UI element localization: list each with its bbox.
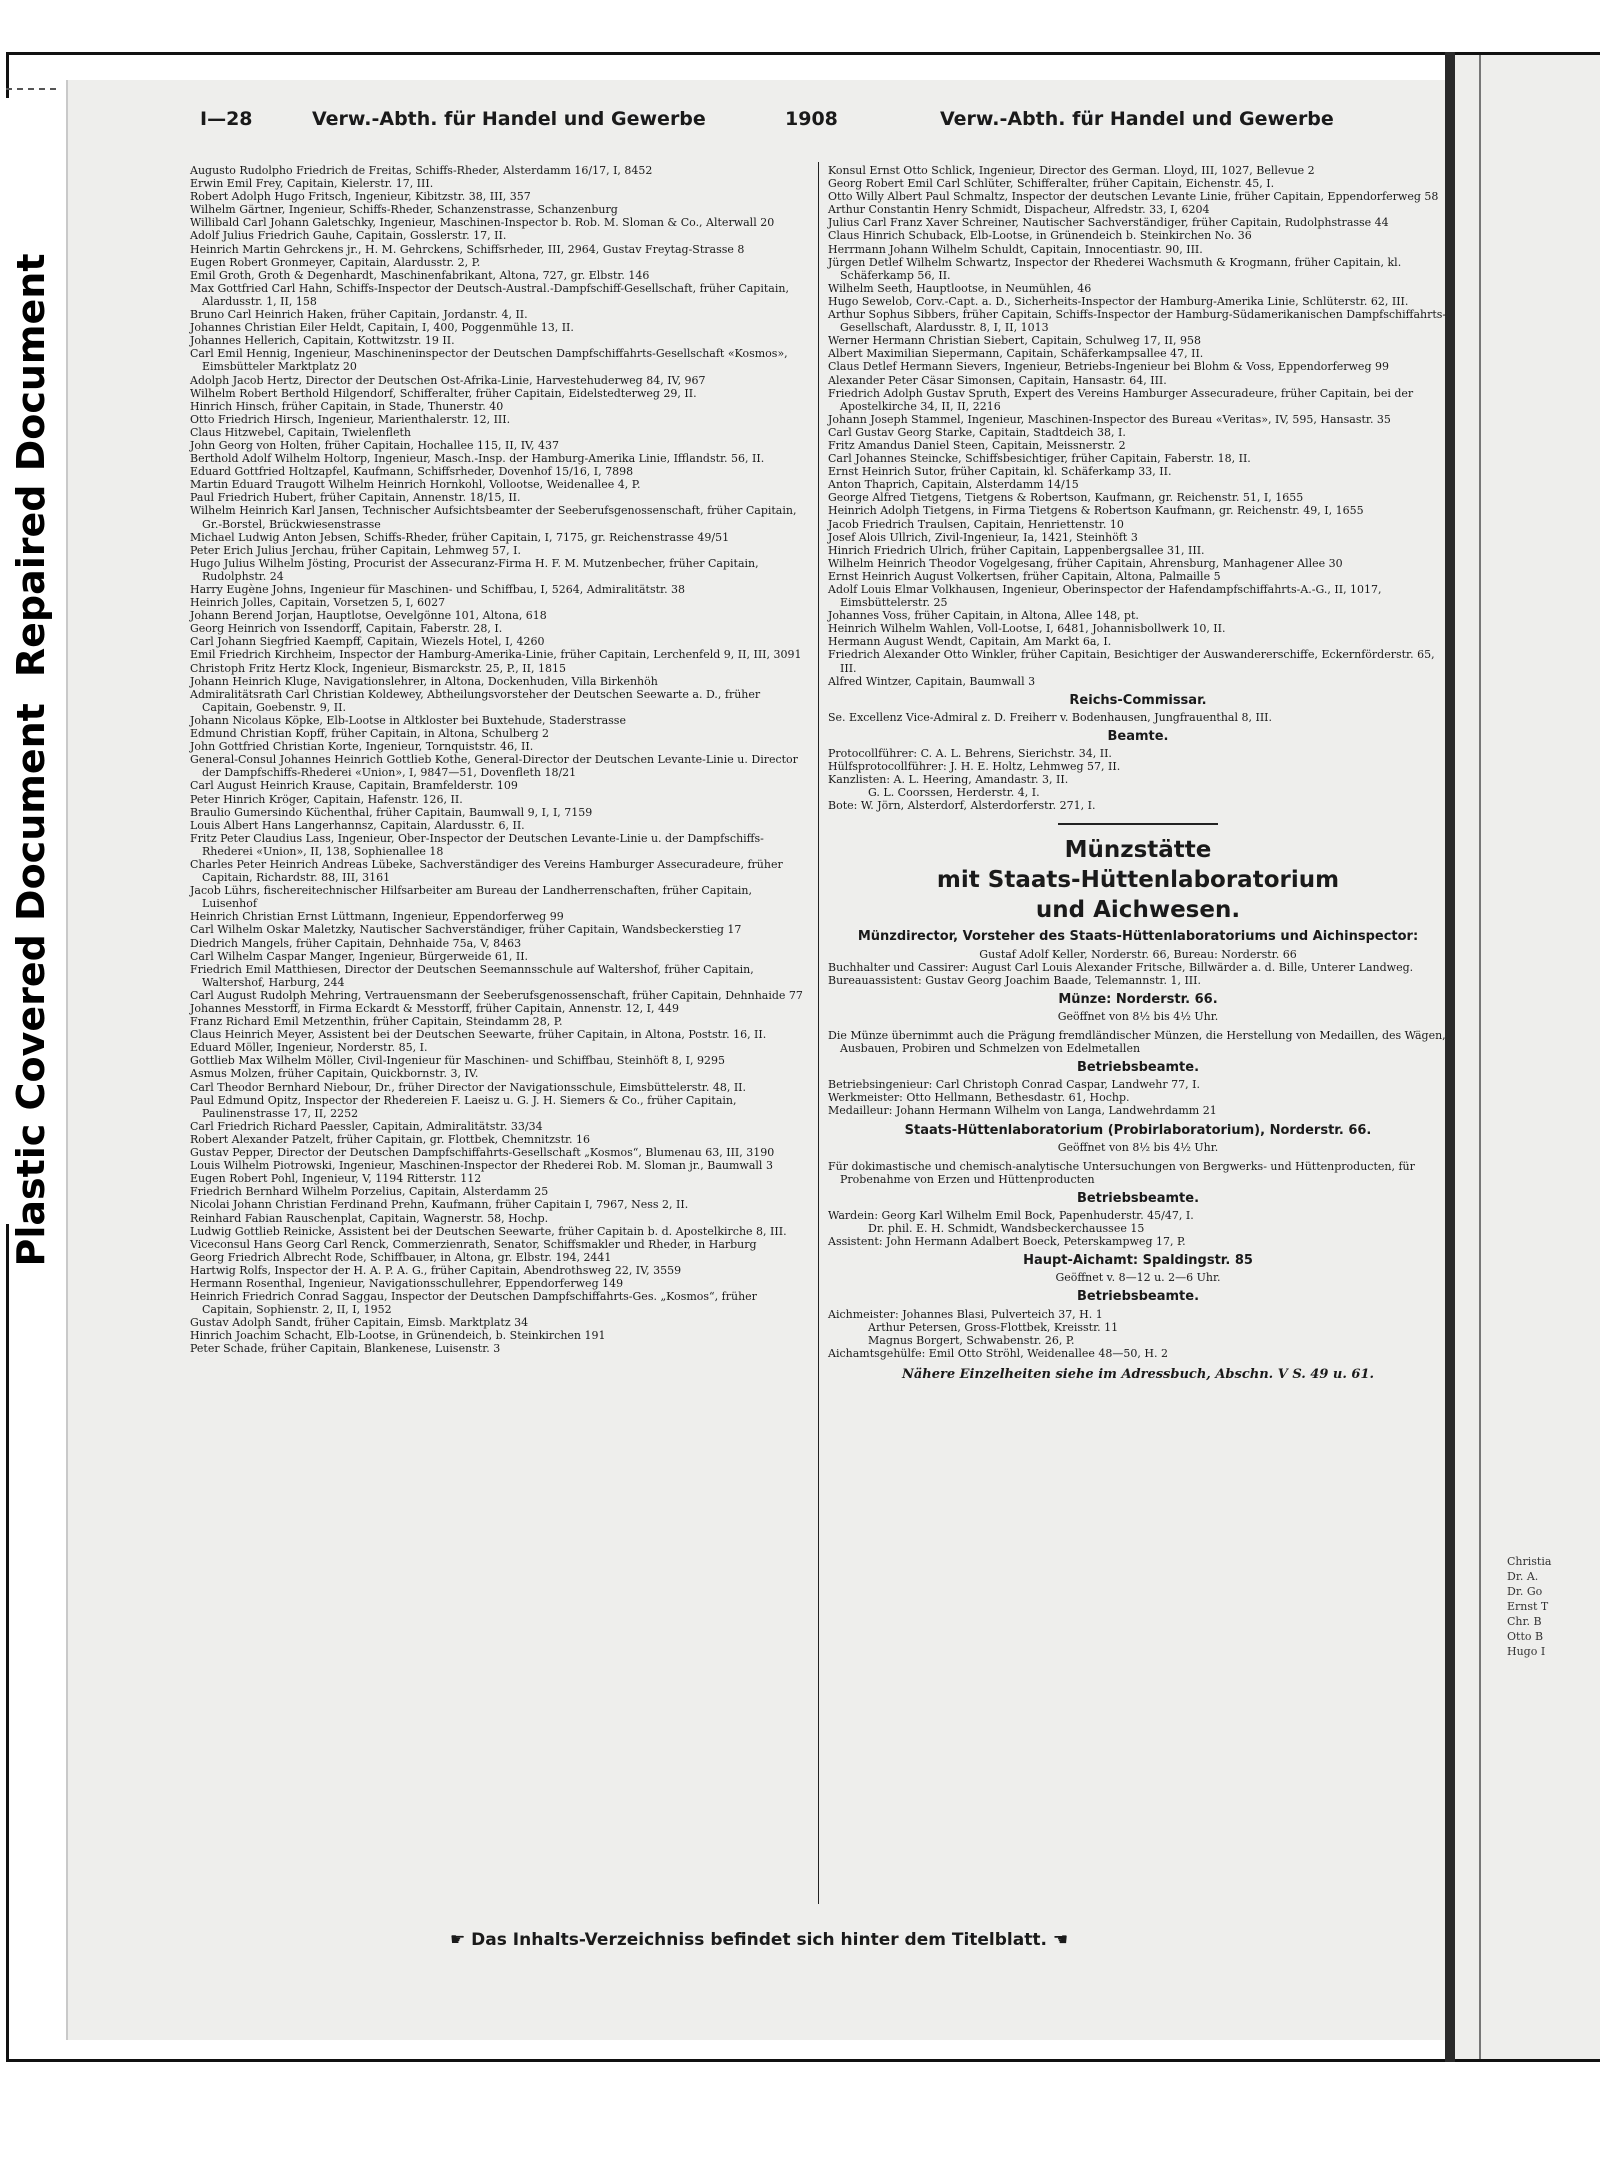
directory-entry: Heinrich Friedrich Conrad Saggau, Inspector der Deutschen Dampfschiffahrts-Ges. „Kosmos“, früher Capitain, Sophienstr. 2, II, I, 1952 (190, 1290, 757, 1317)
directory-entry: Konsul Ernst Otto Schlick, Ingenieur, Director des German. Lloyd, III, 1027, Bellevue 2 (828, 164, 1315, 177)
directory-entry: Heinrich Martin Gehrckens jr., H. M. Gehrckens, Schiffsrheder, III, 2964, Gustav Freytag-Strasse 8 (190, 242, 745, 256)
betrieb2-title: Betriebsbeamte. (1076, 1190, 1200, 1206)
next-page-line: Otto B (1507, 1630, 1544, 1643)
directory-entry: Hinrich Joachim Schacht, Elb-Lootse, in Grünendeich, b. Steinkirchen 191 (190, 1329, 606, 1343)
directory-entry: General-Consul Johannes Heinrich Gottlieb Kothe, General-Director der Deutschen Levante-Linie u. Director der Dampfschiffs-Rhederei «Union», I, 9847—51, Dovenfleth 18/21 (190, 753, 798, 780)
directory-entry: Carl Johannes Steincke, Schiffsbesichtiger, früher Capitain, Faberstr. 18, II. (828, 452, 1251, 466)
directory-entry: John Georg von Holten, früher Capitain, Hochallee 115, II, IV, 437 (190, 438, 560, 452)
directory-entry: Carl Wilhelm Oskar Maletzky, Nautischer Sachverständiger, früher Capitain, Wandsbeckerstieg 17 (190, 923, 742, 937)
directory-entry: Carl Friedrich Richard Paessler, Capitain, Admiralitätstr. 33/34 (190, 1119, 543, 1133)
directory-entry: Michael Ludwig Anton Jebsen, Schiffs-Rheder, früher Capitain, I, 7175, gr. Reichenstrasse 49/51 (190, 530, 730, 544)
muenze-head: Münze: Norderstr. 66. (1058, 991, 1218, 1007)
directory-entry: Wilhelm Robert Berthold Hilgendorf, Schifferalter, früher Capitain, Eidelstedterweg 29, II. (190, 386, 697, 400)
betrieb1-line: Werkmeister: Otto Hellmann, Bethesdastr. 61, Hochp. (828, 1091, 1130, 1105)
footer-text: Das Inhalts-Verzeichniss befindet sich hinter dem Titelblatt. (471, 1930, 1047, 1950)
directory-entry: Carl Theodor Bernhard Niebour, Dr., früher Director der Navigationsschule, Eimsbüttelerstr. 48, II. (190, 1080, 747, 1094)
directory-entry: Max Gottfried Carl Hahn, Schiffs-Inspector der Deutsch-Austral.-Dampfschiff-Gesellschaft, früher Capitain, Alardusstr. 1, II, 158 (190, 281, 789, 308)
directory-entry: Carl Gustav Georg Starke, Capitain, Stadtdeich 38, I. (828, 425, 1126, 439)
directory-entry: Friedrich Emil Matthiesen, Director der Deutschen Seemannsschule auf Waltershof, früher Capitain, Waltershof, Harburg, 244 (190, 962, 754, 989)
beamte-line: Kanzlisten: A. L. Heering, Amandastr. 3, II. (828, 773, 1069, 787)
muenz-title-1: Münzstätte (1064, 836, 1212, 863)
directory-entry: Adolf Louis Elmar Volkhausen, Ingenieur, Oberinspector der Hafendampfschiffahrts-A.-G., II, 1017, Eimsbüttelerstr. 25 (828, 583, 1382, 610)
directory-entry: Admiralitätsrath Carl Christian Koldewey, Abtheilungsvorsteher der Deutschen Seewarte a. D., früher Capitain, Goebenstr. 9, II. (190, 687, 761, 714)
pointing-hand-icon: ☛ (450, 1930, 466, 1950)
directory-entry: Johannes Voss, früher Capitain, in Altona, Allee 148, pt. (828, 609, 1139, 623)
betrieb2-line: Wardein: Georg Karl Wilhelm Emil Bock, Papenhuderstr. 45/47, I. (828, 1209, 1194, 1222)
directory-entry: Peter Hinrich Kröger, Capitain, Hafenstr. 126, II. (190, 792, 463, 806)
directory-entry: Carl Emil Hennig, Ingenieur, Maschineninspector der Deutschen Dampfschiffahrts-Gesellschaft «Kosmos», Eimsbütteler Marktplatz 20 (190, 347, 788, 374)
beamte-line: Bote: W. Jörn, Alsterdorf, Alsterdorferstr. 271, I. (828, 799, 1096, 813)
directory-entry: Heinrich Adolph Tietgens, in Firma Tietgens & Robertson Kaufmann, gr. Reichenstr. 49, I, 1655 (828, 504, 1364, 518)
directory-entry: Emil Friedrich Kirchheim, Inspector der Hamburg-Amerika-Linie, früher Capitain, Lerchenfeld 9, II, III, 3091 (190, 648, 802, 662)
directory-entry: Adolph Jacob Hertz, Director der Deutschen Ost-Afrika-Linie, Harvestehuderweg 84, IV, 967 (190, 373, 706, 387)
directory-entry: Robert Adolph Hugo Fritsch, Ingenieur, Kibitzstr. 38, III, 357 (190, 190, 531, 204)
directory-entry: Braulio Gumersindo Küchenthal, früher Capitain, Baumwall 9, I, I, 7159 (190, 805, 593, 819)
aich-hours: Geöffnet v. 8—12 u. 2—6 Uhr. (1055, 1271, 1221, 1285)
directory-entry: John Gottfried Christian Korte, Ingenieur, Tornquiststr. 46, II. (190, 740, 534, 754)
directory-entry: Hermann August Wendt, Capitain, Am Markt 6a, I. (828, 635, 1112, 649)
next-page-line: Dr. A. (1507, 1570, 1539, 1583)
directory-entry: Carl Johann Siegfried Kaempff, Capitain, Wiezels Hotel, I, 4260 (190, 635, 545, 649)
page-ref: I—28 (200, 108, 253, 130)
directory-entry: Christoph Fritz Hertz Klock, Ingenieur, Bismarckstr. 25, P., II, 1815 (190, 661, 566, 675)
side-label (0, 98, 62, 1267)
betrieb3-line: Aichmeister: Johannes Blasi, Pulverteich 37, H. 1 (828, 1307, 1103, 1321)
directory-entry: Wilhelm Heinrich Karl Jansen, Technischer Aufsichtsbeamter der Seeberufsgenossenschaft, früher Capitain, Gr.-Borstel, Brückwiesenstrasse (190, 504, 797, 531)
directory-entry: Paul Edmund Opitz, Inspector der Rhedereien F. Laeisz u. G. J. H. Siemers & Co., früher Capitain, Paulinenstrasse 17, II, 2252 (190, 1093, 737, 1120)
directory-entry: Fritz Peter Claudius Lass, Ingenieur, Ober-Inspector der Deutschen Levante-Linie u. der Dampfschiffs-Rhederei «Union», II, 138, Sophienallee 18 (190, 831, 764, 858)
directory-entry: Claus Hinrich Schuback, Elb-Lootse, in Grünendeich b. Steinkirchen No. 36 (828, 229, 1252, 243)
betrieb1-title: Betriebsbeamte. (1076, 1060, 1200, 1076)
directory-entry: Asmus Molzen, früher Capitain, Quickbornstr. 3, IV. (190, 1067, 479, 1081)
directory-entry: Johann Berend Jorjan, Hauptlotse, Oevelgönne 101, Altona, 618 (190, 609, 547, 623)
directory-entry: Wilhelm Heinrich Theodor Vogelgesang, früher Capitain, Ahrensburg, Manhagener Allee 30 (828, 556, 1343, 570)
directory-entry: Alfred Wintzer, Capitain, Baumwall 3 (828, 674, 1036, 688)
muenz-director-title: Münzdirector, Vorsteher des Staats-Hüttenlaboratoriums und Aichinspector: (857, 928, 1419, 944)
directory-entry: Ludwig Gottlieb Reinicke, Assistent bei der Deutschen Seewarte, früher Capitain b. d. Apostelkirche 8, III. (190, 1224, 787, 1238)
directory-entry: Hermann Rosenthal, Ingenieur, Navigationsschullehrer, Eppendorferweg 149 (190, 1276, 624, 1290)
directory-entry: Johann Joseph Stammel, Ingenieur, Maschinen-Inspector des Bureau «Veritas», IV, 595, Hansastr. 35 (828, 412, 1391, 426)
running-header (200, 108, 1334, 140)
directory-entry: Viceconsul Hans Georg Carl Renck, Commerzienrath, Senator, Schiffsmakler und Rheder, in Harburg (190, 1237, 757, 1251)
next-page-line: Hugo I (1507, 1645, 1546, 1658)
side-label-line1: Plastic Covered Document (9, 703, 53, 1267)
directory-entry: Gustav Pepper, Director der Deutschen Dampfschiffahrts-Gesellschaft „Kosmos“, Blumenau 63, III, 3190 (190, 1146, 775, 1160)
muenz-bureauassistent: Bureauassistent: Gustav Georg Joachim Baade, Telemannstr. 1, III. (828, 973, 1201, 987)
next-page-line: Christia (1507, 1555, 1552, 1568)
directory-entry: Anton Thaprich, Capitain, Alsterdamm 14/15 (828, 478, 1079, 492)
column-divider (818, 162, 819, 1904)
directory-entry: Friedrich Adolph Gustav Spruth, Expert des Vereins Hamburger Assecuradeure, früher Capitain, bei der Apostelkirche 34, II, II, 2216 (828, 386, 1414, 413)
huetten-head: Staats-Hüttenlaboratorium (Probirlaboratorium), Norderstr. 66. (904, 1122, 1372, 1138)
next-page-fragment (1455, 55, 1600, 2059)
directory-entry: Georg Heinrich von Issendorff, Capitain, Faberstr. 28, I. (190, 622, 503, 636)
directory-entry: Johannes Hellerich, Capitain, Kottwitzstr. 19 II. (190, 334, 455, 348)
directory-entry: Claus Detlef Hermann Sievers, Ingenieur, Betriebs-Ingenieur bei Blohm & Voss, Eppendorferweg 99 (828, 360, 1389, 374)
muenz-director: Gustaf Adolf Keller, Norderstr. 66, Bureau: Norderstr. 66 (979, 947, 1297, 961)
directory-entry: Hinrich Hinsch, früher Capitain, in Stade, Thunerstr. 40 (190, 399, 504, 413)
directory-entry: Diedrich Mangels, früher Capitain, Dehnhaide 75a, V, 8463 (190, 936, 522, 950)
directory-entry: Hartwig Rolfs, Inspector der H. A. P. A. G., früher Capitain, Abendrothsweg 22, IV, 3559 (190, 1263, 682, 1277)
dashed-edge (6, 88, 56, 90)
muenz-title-2: mit Staats-Hüttenlaboratorium (936, 866, 1340, 893)
directory-entry: Heinrich Christian Ernst Lüttmann, Ingenieur, Eppendorferweg 99 (190, 910, 564, 924)
directory-entry: Eduard Gottfried Holtzapfel, Kaufmann, Schiffsrheder, Dovenhof 15/16, I, 7898 (190, 465, 634, 479)
directory-entry: Johann Heinrich Kluge, Navigationslehrer, in Altona, Dockenhuden, Villa Birkenhöh (190, 674, 658, 688)
directory-entry: Ernst Heinrich August Volkertsen, früher Capitain, Altona, Palmaille 5 (828, 569, 1221, 583)
directory-entry: Johannes Messtorff, in Firma Eckardt & Messtorff, früher Capitain, Annenstr. 12, I, 449 (190, 1002, 679, 1015)
header-right-title: Verw.-Abth. für Handel und Gewerbe (940, 108, 1334, 130)
directory-entry: Wilhelm Seeth, Hauptlootse, in Neumühlen, 46 (828, 281, 1092, 295)
right-entries (828, 164, 1448, 688)
directory-entry: Ernst Heinrich Sutor, früher Capitain, kl. Schäferkamp 33, II. (828, 465, 1172, 479)
directory-entry: Robert Alexander Patzelt, früher Capitain, gr. Flottbek, Chemnitzstr. 16 (190, 1132, 591, 1146)
directory-entry: Louis Albert Hans Langerhannsz, Capitain, Alardusstr. 6, II. (190, 818, 525, 832)
directory-entry: Franz Richard Emil Metzenthin, früher Capitain, Steindamm 28, P. (190, 1015, 563, 1029)
directory-entry: Eduard Möller, Ingenieur, Norderstr. 85, I. (190, 1041, 428, 1055)
left-column (190, 164, 808, 1356)
directory-entry: George Alfred Tietgens, Tietgens & Robertson, Kaufmann, gr. Reichenstr. 51, I, 1655 (828, 491, 1304, 505)
directory-entry: Heinrich Jolles, Capitain, Vorsetzen 5, I, 6027 (190, 596, 446, 610)
directory-entry: Alexander Peter Cäsar Simonsen, Capitain, Hansastr. 64, III. (828, 373, 1167, 387)
muenz-buchhalter: Buchhalter und Cassirer: August Carl Louis Alexander Fritsche, Billwärder a. d. Bille, Unterer Landweg. (828, 960, 1414, 974)
muenz-note: Nähere Einzelheiten siehe im Adressbuch, Abschn. V S. 49 u. 61. (901, 1366, 1375, 1382)
directory-entry: Otto Friedrich Hirsch, Ingenieur, Marienthalerstr. 12, III. (190, 412, 511, 426)
directory-entry: Otto Willy Albert Paul Schmaltz, Inspector der deutschen Levante Linie, früher Capitain, Eppendorferweg 58 (828, 190, 1439, 204)
beamte-line: Hülfsprotocollführer: J. H. E. Holtz, Lehmweg 57, II. (828, 760, 1121, 774)
muenz-title-3: und Aichwesen. (1035, 896, 1241, 923)
directory-entry: Martin Eduard Traugott Wilhelm Heinrich Hornkohl, Vollootse, Weidenallee 4, P. (190, 478, 641, 492)
directory-entry: Emil Groth, Groth & Degenhardt, Maschinenfabrikant, Altona, 727, gr. Elbstr. 146 (190, 268, 650, 282)
directory-entry: Paul Friedrich Hubert, früher Capitain, Annenstr. 18/15, II. (190, 491, 521, 505)
betrieb2-line: Assistent: John Hermann Adalbert Boeck, Peterskampweg 17, P. (828, 1235, 1186, 1249)
directory-entry: Reinhard Fabian Rauschenplat, Capitain, Wagnerstr. 58, Hochp. (190, 1211, 549, 1225)
side-label-line2: Repaired Document (9, 253, 53, 678)
directory-entry: Peter Schade, früher Capitain, Blankenese, Luisenstr. 3 (190, 1342, 501, 1356)
directory-entry: Claus Hitzwebel, Capitain, Twielenfleth (190, 425, 411, 439)
directory-entry: Hugo Julius Wilhelm Jösting, Procurist der Assecuranz-Firma H. F. M. Mutzenbecher, früher Capitain, Rudolphstr. 24 (190, 556, 759, 583)
directory-entry: Hugo Sewelob, Corv.-Capt. a. D., Sicherheits-Inspector der Hamburg-Amerika Linie, Schlüterstr. 62, III. (828, 294, 1409, 308)
muenze-text: Die Münze übernimmt auch die Prägung fremdländischer Münzen, die Herstellung von Medaillen, des Wägen, Ausbauen, Probiren und Schmelzen von Edelmetallen (828, 1028, 1446, 1056)
directory-entry: Jürgen Detlef Wilhelm Schwartz, Inspector der Rhederei Wachsmuth & Krogmann, früher Capitain, kl. Schäferkamp 56, II. (828, 255, 1402, 282)
section-rule (1058, 823, 1218, 825)
directory-entry: Hinrich Friedrich Ulrich, früher Capitain, Lappenbergsallee 31, III. (828, 543, 1205, 557)
directory-entry: Werner Hermann Christian Siebert, Capitain, Schulweg 17, II, 958 (828, 334, 1201, 348)
directory-entry: Wilhelm Gärtner, Ingenieur, Schiffs-Rheder, Schanzenstrasse, Schanzenburg (190, 203, 618, 217)
betrieb1-line: Medailleur: Johann Hermann Wilhelm von Langa, Landwehrdamm 21 (828, 1104, 1217, 1118)
betrieb1-line: Betriebsingenieur: Carl Christoph Conrad Caspar, Landwehr 77, I. (828, 1078, 1200, 1092)
header-year: 1908 (785, 108, 838, 130)
next-page-line: Dr. Go (1507, 1585, 1543, 1598)
betrieb3-line: Aichamtsgehülfe: Emil Otto Ströhl, Weidenallee 48—50, H. 2 (828, 1346, 1168, 1360)
directory-entry: Claus Heinrich Meyer, Assistent bei der Deutschen Seewarte, früher Capitain, in Altona, Poststr. 16, II. (190, 1028, 767, 1042)
directory-entry: Carl August Heinrich Krause, Capitain, Bramfelderstr. 109 (190, 779, 518, 793)
directory-entry: Berthold Adolf Wilhelm Holtorp, Ingenieur, Masch.-Insp. der Hamburg-Amerika Linie, Ifflandstr. 56, II. (190, 452, 765, 466)
directory-entry: Charles Peter Heinrich Andreas Lübeke, Sachverständiger des Vereins Hamburger Assecuradeure, früher Capitain, Richardstr. 88, III, 3161 (190, 857, 783, 885)
directory-entry: Harry Eugène Johns, Ingenieur für Maschinen- und Schiffbau, I, 5264, Admiralitätstr. 38 (190, 583, 686, 596)
pointing-hand-icon: ☚ (1052, 1930, 1069, 1950)
directory-entry: Julius Carl Franz Xaver Schreiner, Nautischer Sachverständiger, früher Capitain, Rudolphstrasse 44 (828, 216, 1389, 230)
directory-entry: Gustav Adolph Sandt, früher Capitain, Eimsb. Marktplatz 34 (190, 1316, 529, 1330)
directory-entry: Friedrich Alexander Otto Winkler, früher Capitain, Besichtiger der Auswandererschiffe, Eckernförderstr. 65, III. (828, 648, 1435, 675)
beamte-line: Protocollführer: C. A. L. Behrens, Sierichstr. 34, II. (828, 747, 1112, 761)
directory-entry: Willibald Carl Johann Galetschky, Ingenieur, Maschinen-Inspector b. Rob. M. Sloman & Co., Alterwall 20 (190, 216, 775, 230)
directory-entry: Heinrich Wilhelm Wahlen, Voll-Lootse, I, 6481, Johannisbollwerk 10, II. (828, 622, 1226, 636)
directory-entry: Louis Wilhelm Piotrowski, Ingenieur, Maschinen-Inspector der Rhederei Rob. M. Sloman jr., Baumwall 3 (190, 1159, 773, 1173)
footer-note (450, 1930, 1068, 1950)
directory-entry: Carl August Rudolph Mehring, Vertrauensmann der Seeberufsgenossenschaft, früher Capitain, Dehnhaide 77 (190, 988, 803, 1002)
directory-entry: Josef Alois Ullrich, Zivil-Ingenieur, Ia, 1421, Steinhöft 3 (828, 530, 1138, 544)
directory-entry: Eugen Robert Pohl, Ingenieur, V, 1194 Ritterstr. 112 (190, 1172, 482, 1186)
directory-entry: Georg Robert Emil Carl Schlüter, Schifferalter, früher Capitain, Eichenstr. 45, I. (828, 177, 1275, 191)
header-left-title: Verw.-Abth. für Handel und Gewerbe (312, 108, 706, 130)
beamte-title: Beamte. (1107, 728, 1169, 744)
muenze-hours: Geöffnet von 8½ bis 4½ Uhr. (1057, 1009, 1219, 1023)
directory-entry: Jacob Lührs, fischereitechnischer Hilfsarbeiter am Bureau der Landherrenschaften, früher Capitain, Luisenhof (190, 884, 752, 911)
aich-head: Haupt-Aichamt: Spaldingstr. 85 (1023, 1253, 1253, 1269)
next-page-line: Ernst T (1507, 1600, 1549, 1613)
beamte-line: G. L. Coorssen, Herderstr. 4, I. (868, 786, 1040, 800)
side-label-text (9, 253, 53, 1266)
next-page-line: Chr. B (1507, 1615, 1542, 1628)
directory-entry: Georg Friedrich Albrecht Rode, Schiffbauer, in Altona, gr. Elbstr. 194, 2441 (190, 1250, 612, 1264)
directory-entry: Carl Wilhelm Caspar Manger, Ingenieur, Bürgerweide 61, II. (190, 949, 529, 963)
directory-entry: Jacob Friedrich Traulsen, Capitain, Henriettenstr. 10 (828, 517, 1124, 531)
directory-entry: Friedrich Bernhard Wilhelm Porzelius, Capitain, Alsterdamm 25 (190, 1185, 549, 1199)
right-column (828, 164, 1448, 1394)
reichs-text: Se. Excellenz Vice-Admiral z. D. Freiherr v. Bodenhausen, Jungfrauenthal 8, III. (828, 710, 1273, 724)
directory-entry: Herrmann Johann Wilhelm Schuldt, Capitain, Innocentiastr. 90, III. (828, 242, 1203, 256)
directory-entry: Erwin Emil Frey, Capitain, Kielerstr. 17, III. (190, 177, 434, 191)
huetten-hours: Geöffnet von 8½ bis 4½ Uhr. (1057, 1140, 1219, 1154)
directory-entry: Augusto Rudolpho Friedrich de Freitas, Schiffs-Rheder, Alsterdamm 16/17, I, 8452 (190, 164, 653, 177)
betrieb3-title: Betriebsbeamte. (1076, 1289, 1200, 1305)
directory-entry: Fritz Amandus Daniel Steen, Capitain, Meissnerstr. 2 (828, 438, 1126, 452)
directory-entry: Peter Erich Julius Jerchau, früher Capitain, Lehmweg 57, I. (190, 543, 521, 557)
directory-entry: Adolf Julius Friedrich Gauhe, Capitain, Gosslerstr. 17, II. (190, 229, 507, 243)
reichs-title: Reichs-Commissar. (1069, 692, 1207, 708)
directory-entry: Arthur Sophus Sibbers, früher Capitain, Schiffs-Inspector der Hamburg-Südamerikanischen Dampfschiffahrts-Gesellschaft, Alardusstr. 8, I, II, 1013 (828, 308, 1447, 335)
next-page-margin (1479, 55, 1481, 2059)
directory-entry: Johannes Christian Eiler Heldt, Capitain, I, 400, Poggenmühle 13, II. (190, 321, 574, 335)
directory-entry: Bruno Carl Heinrich Haken, früher Capitain, Jordanstr. 4, II. (190, 308, 528, 322)
directory-entry: Johann Nicolaus Köpke, Elb-Lootse in Altkloster bei Buxtehude, Staderstrasse (190, 713, 626, 727)
directory-entry: Nicolai Johann Christian Ferdinand Prehn, Kaufmann, früher Capitain I, 7967, Ness 2, II. (190, 1198, 689, 1212)
betrieb2-line: Dr. phil. E. H. Schmidt, Wandsbeckerchaussee 15 (868, 1222, 1145, 1236)
huetten-text: Für dokimastische und chemisch-analytische Untersuchungen von Bergwerks- und Hüttenproducten, für Probenahme von Erzen und Hüttenproducten (828, 1159, 1415, 1186)
directory-entry: Arthur Constantin Henry Schmidt, Dispacheur, Alfredstr. 33, I, 6204 (828, 203, 1210, 217)
betrieb3-line: Arthur Petersen, Gross-Flottbek, Kreisstr. 11 (868, 1320, 1119, 1334)
directory-entry: Gottlieb Max Wilhelm Möller, Civil-Ingenieur für Maschinen- und Schiffbau, Steinhöft 8, I, 9295 (190, 1054, 725, 1068)
betrieb3-line: Magnus Borgert, Schwabenstr. 26, P. (868, 1333, 1075, 1347)
directory-entry: Albert Maximilian Siepermann, Capitain, Schäferkampsallee 47, II. (828, 347, 1204, 361)
directory-entry: Edmund Christian Kopff, früher Capitain, in Altona, Schulberg 2 (190, 727, 550, 741)
directory-entry: Eugen Robert Gronmeyer, Capitain, Alardusstr. 2, P. (190, 255, 481, 269)
